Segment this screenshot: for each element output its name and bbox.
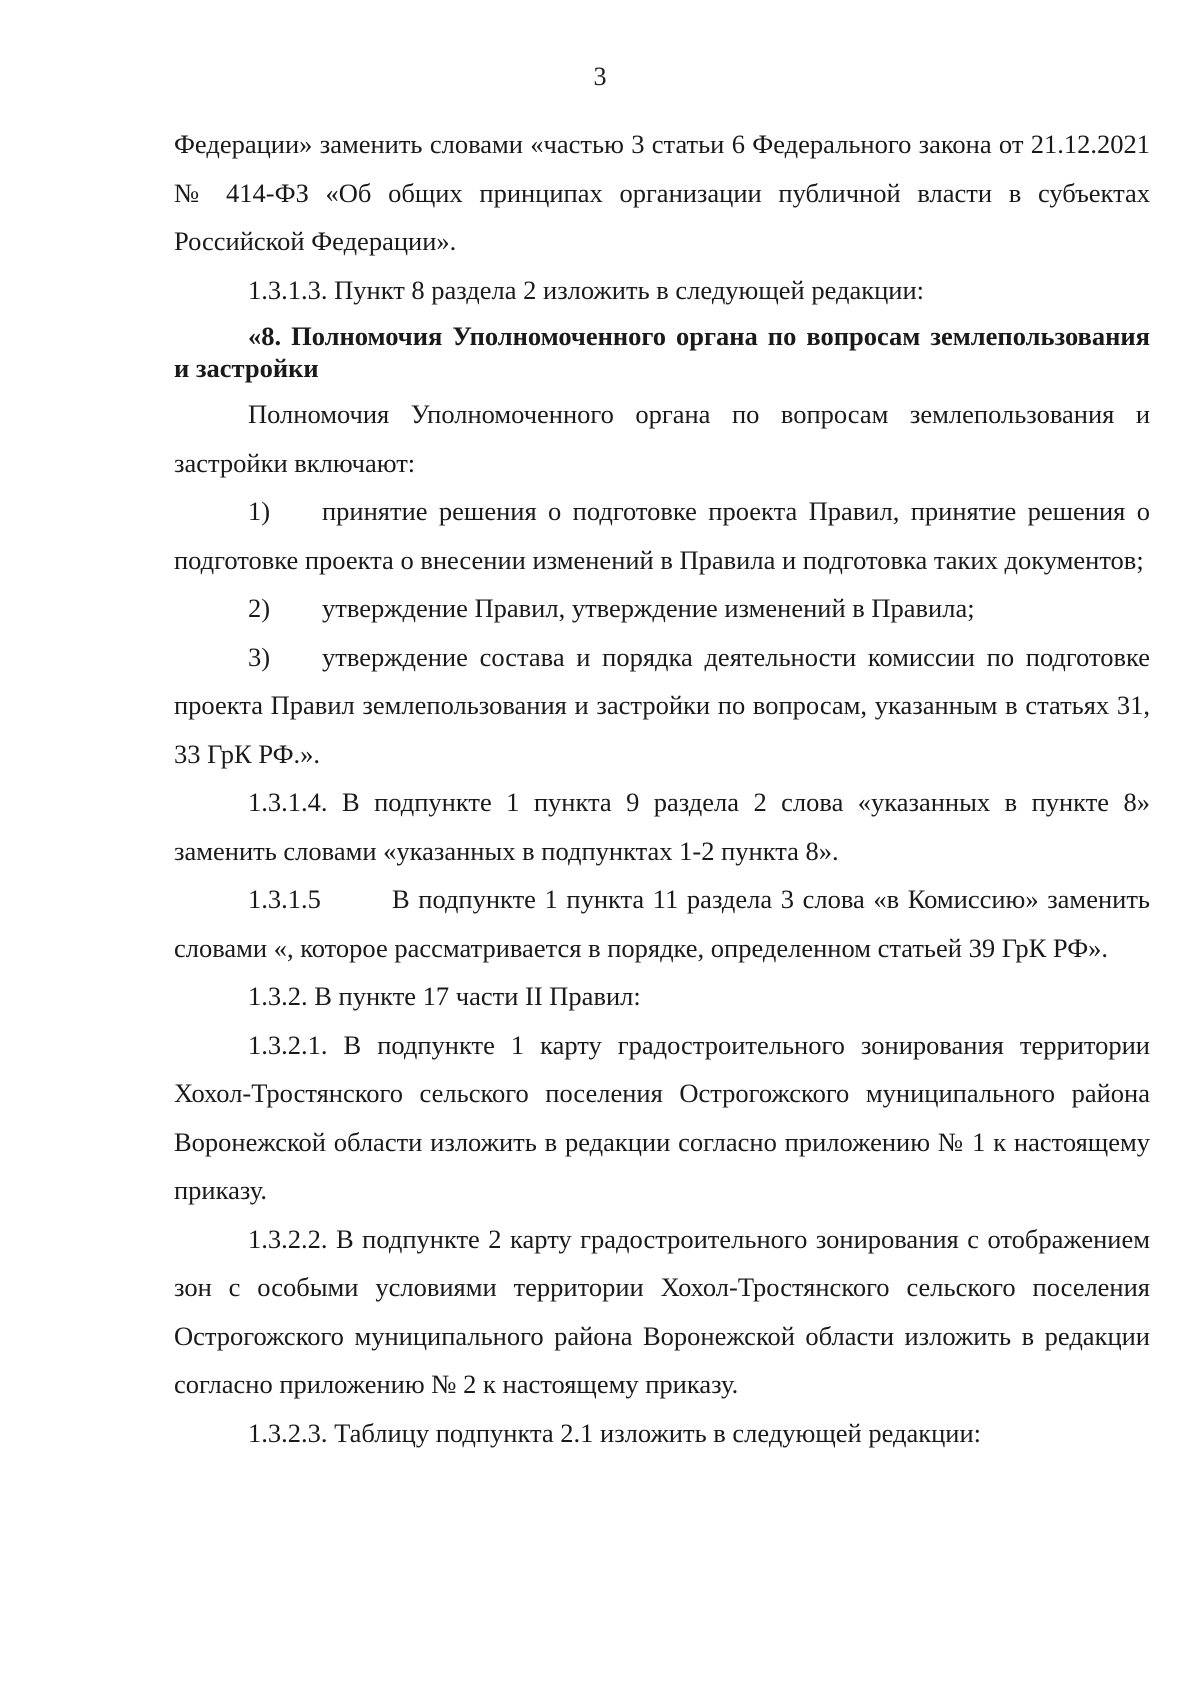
paragraph-1-3-1-5-number: 1.3.1.5 <box>248 884 321 914</box>
list-item-2 <box>174 584 1150 633</box>
paragraph-powers-intro: Полномочия Уполномоченного органа по вопросам землепользования и застройки включают: <box>174 399 1150 478</box>
paragraph-1-3-2-3: 1.3.2.3. Таблицу подпункта 2.1 изложить в следующей редакции: <box>248 1417 982 1448</box>
paragraph-federation-continuation: Федерации» заменить словами «частью 3 статьи 6 Федерального закона от 21.12.2021 № 414-ФЗ «Об общих принципах организации публичной власти в субъектах Российской Федерации». <box>174 129 1150 256</box>
paragraph-1-3-2-1: 1.3.2.1. В подпункте 1 карту градостроительного зонирования территории Хохол-Тростянского сельского поселения Острогожского муниципального района Воронежской области изложить в редакции согласно приложению № 1 к настоящему приказу. <box>174 1029 1150 1205</box>
list-item-1-text: принятие решения о подготовке проекта Правил, принятие решения о подготовке проекта о внесении изменений в Правила и подготовка таких документов; <box>174 496 1150 575</box>
list-item-2-text: утверждение Правил, утверждение изменений в Правила; <box>322 593 975 623</box>
paragraph-1-3-2-2: 1.3.2.2. В подпункте 2 карту градостроительного зонирования с отображением зон с особыми условиями территории Хохол-Тростянского сельского поселения Острогожского муниципального района Воронежской области изложить в редакции согласно приложению № 2 к настоящему приказу. <box>174 1223 1150 1399</box>
section-heading-8: «8. Полномочия Уполномоченного органа по вопросам землепользования и застройки <box>174 321 1150 383</box>
list-item-3-number: 3) <box>248 641 271 672</box>
paragraph-1-3-1-4: 1.3.1.4. В подпункте 1 пункта 9 раздела 2 слова «указанных в пункте 8» заменить словами «указанных в подпунктах 1-2 пункта 8». <box>174 787 1150 866</box>
paragraph-1-3-1-5 <box>174 875 1150 972</box>
list-item-2-number: 2) <box>248 593 271 623</box>
list-item-1-number: 1) <box>248 496 271 526</box>
list-item-3-text: утверждение состава и порядка деятельности комиссии по подготовке проекта Правил землепользования и застройки по вопросам, указанным в статьях 31, 33 ГрК РФ.». <box>174 641 1150 769</box>
list-item-3 <box>174 633 1150 779</box>
paragraph-1-3-1-3: 1.3.1.3. Пункт 8 раздела 2 изложить в следующей редакции: <box>248 274 925 305</box>
list-item-1 <box>174 487 1150 584</box>
document-body <box>174 120 1150 1457</box>
page-number: 3 <box>593 62 607 91</box>
paragraph-1-3-2: 1.3.2. В пункте 17 части II Правил: <box>248 981 641 1011</box>
paragraph-1-3-1-5-text: В подпункте 1 пункта 11 раздела 3 слова «в Комиссию» заменить словами «, которое рассматривается в порядке, определенном статьей 39 ГрК РФ». <box>174 884 1150 963</box>
